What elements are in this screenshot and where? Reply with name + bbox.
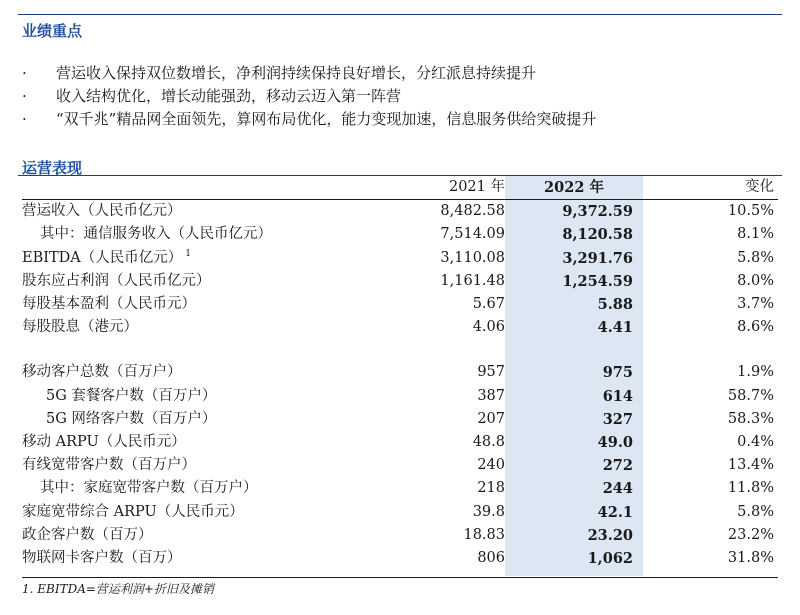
row-change: 1.9%: [737, 364, 774, 381]
row-label: 移动客户总数（百万户）: [22, 364, 182, 381]
highlight-text: 营运收入保持双位数增长，净利润持续保持良好增长，分红派息持续提升: [56, 64, 537, 82]
highlight-item: [22, 108, 782, 131]
row-2021: 240: [477, 457, 505, 474]
row-label: 股东应占利润（人民币亿元）: [22, 272, 211, 289]
table-row: [22, 477, 778, 500]
row-label: 其中：通信服务收入（人民币亿元）: [40, 226, 272, 243]
row-2021: 218: [477, 480, 505, 497]
row-2022: 975: [602, 364, 633, 382]
row-2021: 1,161.48: [440, 272, 505, 289]
row-change: 5.8%: [737, 503, 774, 520]
table-row: [22, 361, 778, 384]
table-row: [22, 200, 778, 224]
header-change: 变化: [745, 179, 774, 195]
row-label: 5G 网络客户数（百万户）: [46, 410, 217, 427]
row-change: 58.7%: [727, 387, 774, 404]
highlights-list: [22, 62, 782, 131]
row-2022: 1,062: [587, 550, 633, 568]
row-change: 0.4%: [737, 434, 774, 451]
row-2022: 5.88: [597, 296, 633, 314]
row-2021: 806: [477, 550, 505, 567]
row-label: 家庭宽带综合 ARPU（人民币元）: [22, 503, 244, 520]
row-2022: 3,291.76: [562, 249, 633, 267]
row-2021: 207: [477, 410, 505, 427]
header-2021: 2021 年: [448, 179, 505, 195]
row-2022: 42.1: [597, 503, 633, 521]
row-2022: 327: [602, 410, 633, 428]
spacer-row: [22, 339, 778, 361]
operations-table: [22, 176, 778, 570]
row-2022: 244: [602, 480, 633, 498]
row-2021: 39.8: [472, 503, 505, 520]
highlight-text: 收入结构优化，增长动能强劲，移动云迈入第一阵营: [56, 87, 402, 105]
row-label: 有线宽带客户数（百万户）: [22, 457, 196, 474]
row-change: 23.2%: [727, 526, 774, 543]
table-row: [22, 247, 778, 270]
row-2021: 4.06: [472, 319, 505, 336]
row-label: 其中：家庭宽带客户数（百万户）: [40, 480, 258, 497]
table-row: [22, 408, 778, 431]
row-2021: 387: [477, 387, 505, 404]
row-change: 3.7%: [737, 296, 774, 313]
row-change: 5.8%: [737, 249, 774, 266]
row-change: 8.0%: [737, 272, 774, 289]
table-row: [22, 223, 778, 246]
table-row: [22, 316, 778, 339]
row-label: 每股股息（港元）: [22, 319, 138, 336]
row-2021: 7,514.09: [440, 226, 505, 243]
row-change: 8.1%: [737, 226, 774, 243]
row-2021: 48.8: [472, 434, 505, 451]
row-2022: 4.41: [597, 319, 633, 337]
row-2022: 614: [602, 387, 633, 405]
highlight-text: “双千兆”精品网全面领先，算网布局优化，能力变现加速，信息服务供给突破提升: [56, 110, 597, 128]
table-header-row: [22, 176, 778, 200]
table-row: [22, 547, 778, 570]
table-row: [22, 293, 778, 316]
row-2022: 9,372.59: [562, 203, 633, 221]
row-2021: 8,482.58: [440, 203, 505, 220]
row-label: 5G 套餐客户数（百万户）: [46, 387, 217, 404]
row-2022: 49.0: [597, 434, 633, 452]
table-row: [22, 431, 778, 454]
row-label: 政企客户数（百万）: [22, 526, 153, 543]
highlight-item: [22, 62, 782, 85]
bullet-dot: ·: [22, 64, 27, 82]
row-label-cell: [22, 247, 397, 270]
row-2022: 272: [602, 457, 633, 475]
row-2021: 957: [477, 364, 505, 381]
row-change: 10.5%: [727, 203, 774, 220]
row-2021: 3,110.08: [440, 249, 505, 266]
table-row: [22, 454, 778, 477]
row-label: 每股基本盈利（人民币元）: [22, 296, 196, 313]
table-row: [22, 524, 778, 547]
table-row: [22, 270, 778, 293]
top-rule: [18, 14, 782, 15]
row-2022: 8,120.58: [562, 226, 633, 244]
highlight-item: [22, 85, 782, 108]
row-label: EBITDA（人民币亿元）: [22, 249, 183, 266]
row-change: 58.3%: [727, 410, 774, 427]
row-change: 13.4%: [727, 457, 774, 474]
footnote-marker: 1: [185, 248, 191, 259]
table-bottom-rule: [22, 577, 778, 578]
header-label: [22, 176, 397, 200]
bullet-dot: ·: [22, 87, 27, 105]
row-label: 移动 ARPU（人民币元）: [22, 434, 186, 451]
footnote: 1. EBITDA=营运利润+折旧及摊销: [22, 582, 214, 596]
row-change: 31.8%: [727, 550, 774, 567]
bullet-dot: ·: [22, 110, 27, 128]
row-2022: 1,254.59: [562, 272, 633, 290]
row-2021: 18.83: [463, 526, 505, 543]
row-change: 11.8%: [727, 480, 774, 497]
row-label: 营运收入（人民币亿元）: [22, 203, 182, 220]
header-2022: 2022 年: [544, 179, 604, 196]
row-2022: 23.20: [587, 526, 633, 544]
row-change: 8.6%: [737, 319, 774, 336]
operations-title: 运营表现: [22, 159, 83, 177]
row-2021: 5.67: [472, 296, 505, 313]
highlights-title: 业绩重点: [22, 22, 83, 40]
table-row: [22, 385, 778, 408]
row-label: 物联网卡客户数（百万）: [22, 550, 182, 567]
table-row: [22, 501, 778, 524]
